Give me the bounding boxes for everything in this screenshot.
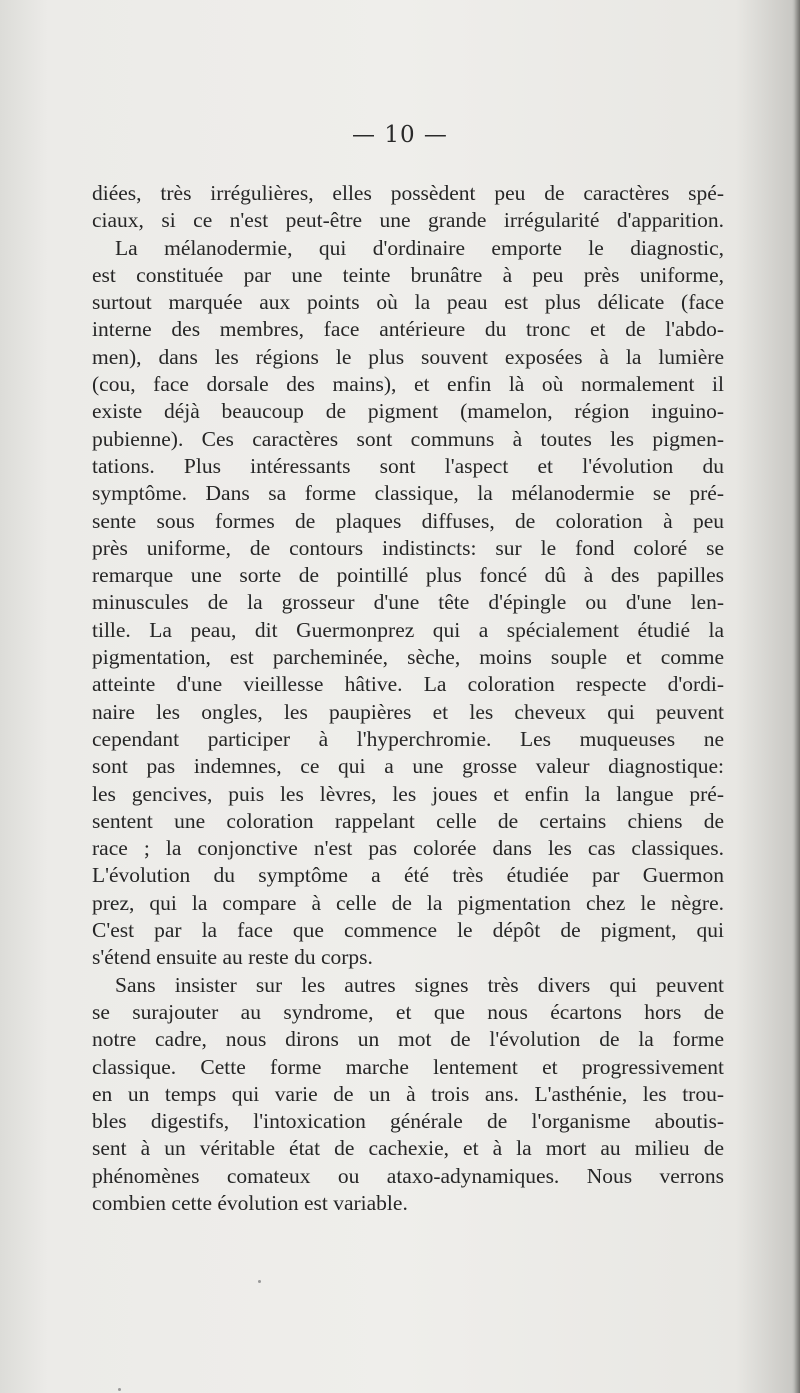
text-line: sent à un véritable état de cachexie, et à la mort au milieu de (92, 1136, 724, 1161)
text-line: ciaux, si ce n'est peut-être une grande irrégularité d'apparition. (92, 208, 724, 233)
text-line: existe déjà beaucoup de pigment (mamelon, région inguino- (92, 399, 724, 424)
text-line: atteinte d'une vieillesse hâtive. La coloration respecte d'ordi- (92, 672, 724, 697)
body-text (92, 180, 724, 1217)
text-line: men), dans les régions le plus souvent exposées à la lumière (92, 344, 724, 369)
text-line: La mélanodermie, qui d'ordinaire emporte le diagnostic, (115, 235, 724, 260)
text-line: interne des membres, face antérieure du tronc et de l'abdo- (92, 317, 724, 342)
text-line: est constituée par une teinte brunâtre à peu près uniforme, (92, 262, 724, 287)
text-line: Sans insister sur les autres signes très divers qui peuvent (115, 972, 724, 997)
text-line: s'étend ensuite au reste du corps. (92, 945, 373, 970)
text-line: phénomènes comateux ou ataxo-adynamiques. Nous verrons (92, 1163, 724, 1188)
text-line: près uniforme, de contours indistincts: sur le fond coloré se (92, 535, 724, 560)
text-line: (cou, face dorsale des mains), et enfin là où normalement il (92, 372, 724, 397)
scan-speck (118, 1388, 121, 1391)
page-number: — 10 — (352, 122, 448, 148)
text-line: pubienne). Ces caractères sont communs à toutes les pigmen- (92, 426, 724, 451)
text-line: diées, très irrégulières, elles possèdent peu de caractères spé- (92, 181, 724, 205)
text-line: notre cadre, nous dirons un mot de l'évolution de la forme (92, 1027, 724, 1052)
text-line: classique. Cette forme marche lentement et progressivement (92, 1054, 724, 1079)
text-line: remarque une sorte de pointillé plus foncé dû à des papilles (92, 563, 724, 588)
text-line: C'est par la face que commence le dépôt de pigment, qui (92, 918, 724, 943)
text-line: en un temps qui varie de un à trois ans. L'asthénie, les trou- (92, 1081, 724, 1106)
text-line: symptôme. Dans sa forme classique, la mélanodermie se pré- (92, 481, 724, 506)
text-line: les gencives, puis les lèvres, les joues et enfin la langue pré- (92, 781, 724, 806)
text-line: minuscules de la grosseur d'une tête d'épingle ou d'une len- (92, 590, 724, 615)
text-line: sente sous formes de plaques diffuses, de coloration à peu (92, 508, 724, 533)
text-line: L'évolution du symptôme a été très étudiée par Guermon (92, 863, 724, 888)
page-edge-shadow (794, 0, 800, 1393)
text-line: sentent une coloration rappelant celle de certains chiens de (92, 808, 724, 833)
text-line: bles digestifs, l'intoxication générale de l'organisme aboutis- (92, 1109, 724, 1134)
text-line: tille. La peau, dit Guermonprez qui a spécialement étudié la (92, 617, 724, 642)
text-line: surtout marquée aux points où la peau est plus délicate (face (92, 290, 724, 315)
text-line: race ; la conjonctive n'est pas colorée dans les cas classiques. (92, 836, 724, 861)
text-line: tations. Plus intéressants sont l'aspect et l'évolution du (92, 453, 724, 478)
text-line: prez, qui la compare à celle de la pigmentation chez le nègre. (92, 890, 724, 915)
text-line: sont pas indemnes, ce qui a une grosse valeur diagnostique: (92, 754, 724, 779)
text-line: naire les ongles, les paupières et les cheveux qui peuvent (92, 699, 724, 724)
text-line: cependant participer à l'hyperchromie. Les muqueuses ne (92, 726, 724, 751)
text-line: pigmentation, est parcheminée, sèche, moins souple et comme (92, 645, 724, 670)
text-line: se surajouter au syndrome, et que nous écartons hors de (92, 999, 724, 1024)
scan-speck (258, 1280, 261, 1283)
text-line: combien cette évolution est variable. (92, 1190, 408, 1215)
